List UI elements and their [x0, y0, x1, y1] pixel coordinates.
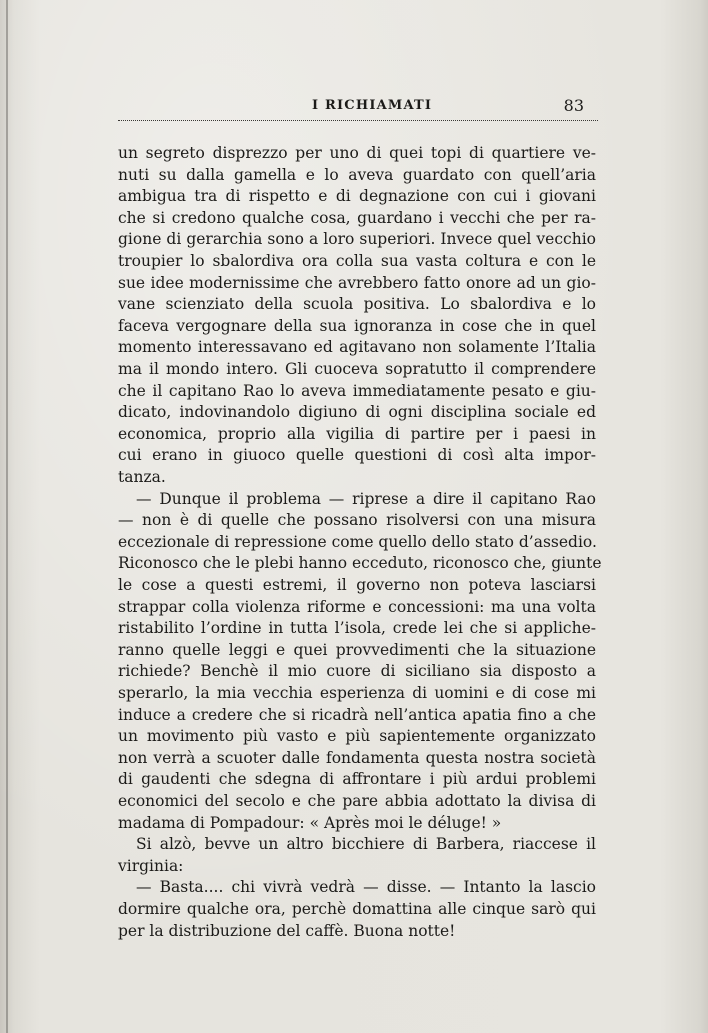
- running-title: I RICHIAMATI: [312, 98, 433, 113]
- page-number: 83: [563, 96, 584, 115]
- text-line: eccezionale di repressione come quello dello stato d’assedio.: [118, 532, 597, 551]
- text-line: strappar colla violenza riforme e concessioni: ma una volta: [118, 597, 596, 616]
- text-line: madama di Pompadour: « Après moi le déluge! »: [118, 813, 502, 832]
- body-text: [118, 142, 602, 940]
- text-line: un segreto disprezzo per uno di quei topi di quartiere ve-: [118, 144, 596, 162]
- text-line: di gaudenti che sdegna di affrontare i più ardui problemi: [118, 770, 596, 789]
- text-line: ristabilito l’ordine in tutta l’isola, crede lei che si appliche-: [118, 619, 596, 638]
- text-line: dicato, indovinandolo digiuno di ogni disciplina sociale ed: [118, 403, 596, 422]
- text-line: un movimento più vasto e più sapientemente organizzato: [118, 727, 596, 746]
- text-line: ranno quelle leggi e quei provvedimenti che la situazione: [118, 640, 596, 659]
- text-line: che si credono qualche cosa, guardano i vecchi che per ra-: [118, 208, 596, 227]
- text-line: Si alzò, bevve un altro bicchiere di Barbera, riaccese il: [136, 835, 596, 854]
- text-line: economici del secolo e che pare abbia adottato la divisa di: [118, 792, 596, 810]
- text-line: — non è di quelle che possano risolversi con una misura: [118, 511, 596, 530]
- text-line: momento interessavano ed agitavano non solamente l’Italia: [118, 338, 596, 357]
- text-line: sperarlo, la mia vecchia esperienza di uomini e di cose mi: [118, 684, 596, 702]
- text-line: faceva vergognare della sua ignoranza in cose che in quel: [118, 316, 596, 335]
- text-line: dormire qualche ora, perchè domattina alle cinque sarò qui: [118, 900, 596, 918]
- text-line: ma il mondo intero. Gli cuoceva sopratutto il comprendere: [118, 360, 596, 378]
- text-line: Riconosco che le plebi hanno ecceduto, riconosco che, giunte: [118, 554, 602, 573]
- text-line: per la distribuzione del caffè. Buona notte!: [118, 921, 456, 940]
- text-line: non verrà a scuoter dalle fondamenta questa nostra società: [118, 748, 596, 767]
- text-line: le cose a questi estremi, il governo non poteva lasciarsi: [118, 576, 596, 594]
- text-line: virginia:: [118, 856, 184, 875]
- text-line: induce a credere che si ricadrà nell’antica apatia fino a che: [118, 705, 596, 724]
- text-line: vane scienziato della scuola positiva. Lo sbalordiva e lo: [118, 295, 596, 314]
- text-line: che il capitano Rao lo aveva immediatamente pesato e giu-: [118, 381, 596, 400]
- page-spine-shadow: [6, 0, 8, 1033]
- text-line: ambigua tra di rispetto e di degnazione con cui i giovani: [118, 187, 596, 206]
- text-line: richiede? Benchè il mio cuore di siciliano sia disposto a: [118, 662, 596, 681]
- text-line: troupier lo sbalordiva ora colla sua vasta coltura e con le: [118, 252, 596, 270]
- header-rule: [118, 120, 598, 121]
- text-line: nuti su dalla gamella e lo aveva guardato con quell’aria: [118, 165, 596, 184]
- text-line: gione di gerarchia sono a loro superiori. Invece quel vecchio: [118, 230, 596, 249]
- text-line: economica, proprio alla vigilia di partire per i paesi in: [118, 424, 596, 443]
- text-line: sue idee modernissime che avrebbero fatto onore ad un gio-: [118, 273, 596, 292]
- text-line: — Dunque il problema — riprese a dire il capitano Rao: [136, 489, 596, 508]
- text-line: tanza.: [118, 468, 166, 486]
- page-header: [118, 98, 598, 118]
- text-line: — Basta.... chi vivrà vedrà — disse. — Intanto la lascio: [136, 878, 596, 897]
- text-line: cui erano in giuoco quelle questioni di così alta impor-: [118, 446, 596, 465]
